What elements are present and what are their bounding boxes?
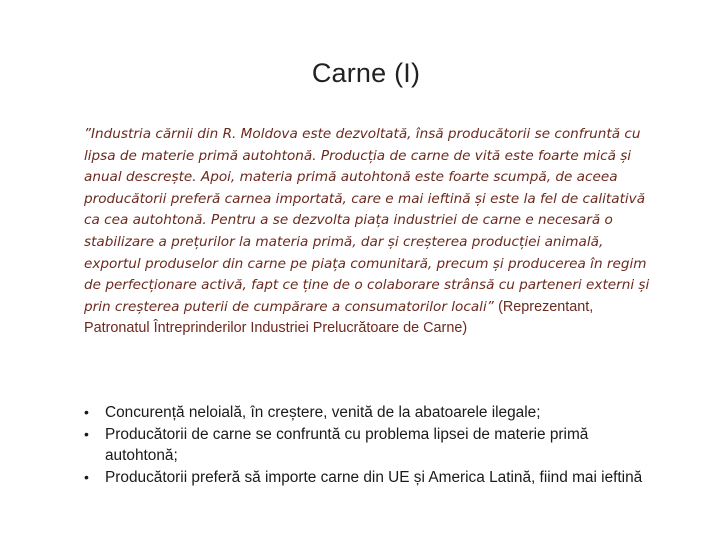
quote-text: ”Industria cărnii din R. Moldova este dezvoltată, însă producătorii se confruntă cu lipsa de materie primă autohtonă. Producția de carne de vită este foarte mică și anual descrește. Apoi, materia primă autohtonă este foarte scumpă, de aceea producătorii preferă carnea importată, care e mai ieftină și este la fel de calitativă ca cea autohtonă. Pentru a se dezvolta piața industriei de carne e necesară o stabilizare a prețurilor la materia primă, dar și creșterea producției animală, exportul produselor din carne pe piața comunitară, precum și producerea în regim de perfecționare activă, fapt ce ține de o colaborare strânsă cu parteneri externi și prin creșterea puterii de cumpărare a consumatorilor locali”: [84, 126, 650, 315]
slide-title: Carne (I): [311, 58, 421, 88]
quote-paragraph: [84, 124, 654, 340]
bullet-icon: •: [84, 404, 89, 420]
bullet-icon: •: [84, 468, 89, 485]
bullet-text: Concurență neloială, în creștere, venită de la abatoarele ilegale;: [105, 404, 541, 421]
quote-source: (Reprezentant, Patronatul Întreprinderilor Industriei Prelucrătoare de Carne): [84, 298, 594, 337]
bullet-list: [84, 402, 654, 488]
bullet-icon: •: [84, 425, 89, 442]
bullet-item: [84, 424, 654, 467]
bullet-text: Producătorii de carne se confruntă cu problema lipsei de materie primă autohtonă;: [105, 425, 589, 464]
bullet-text: Producătorii preferă să importe carne din UE și America Latină, fiind mai ieftină: [105, 468, 643, 486]
bullet-item: [84, 402, 654, 424]
bullet-item: [84, 467, 654, 489]
